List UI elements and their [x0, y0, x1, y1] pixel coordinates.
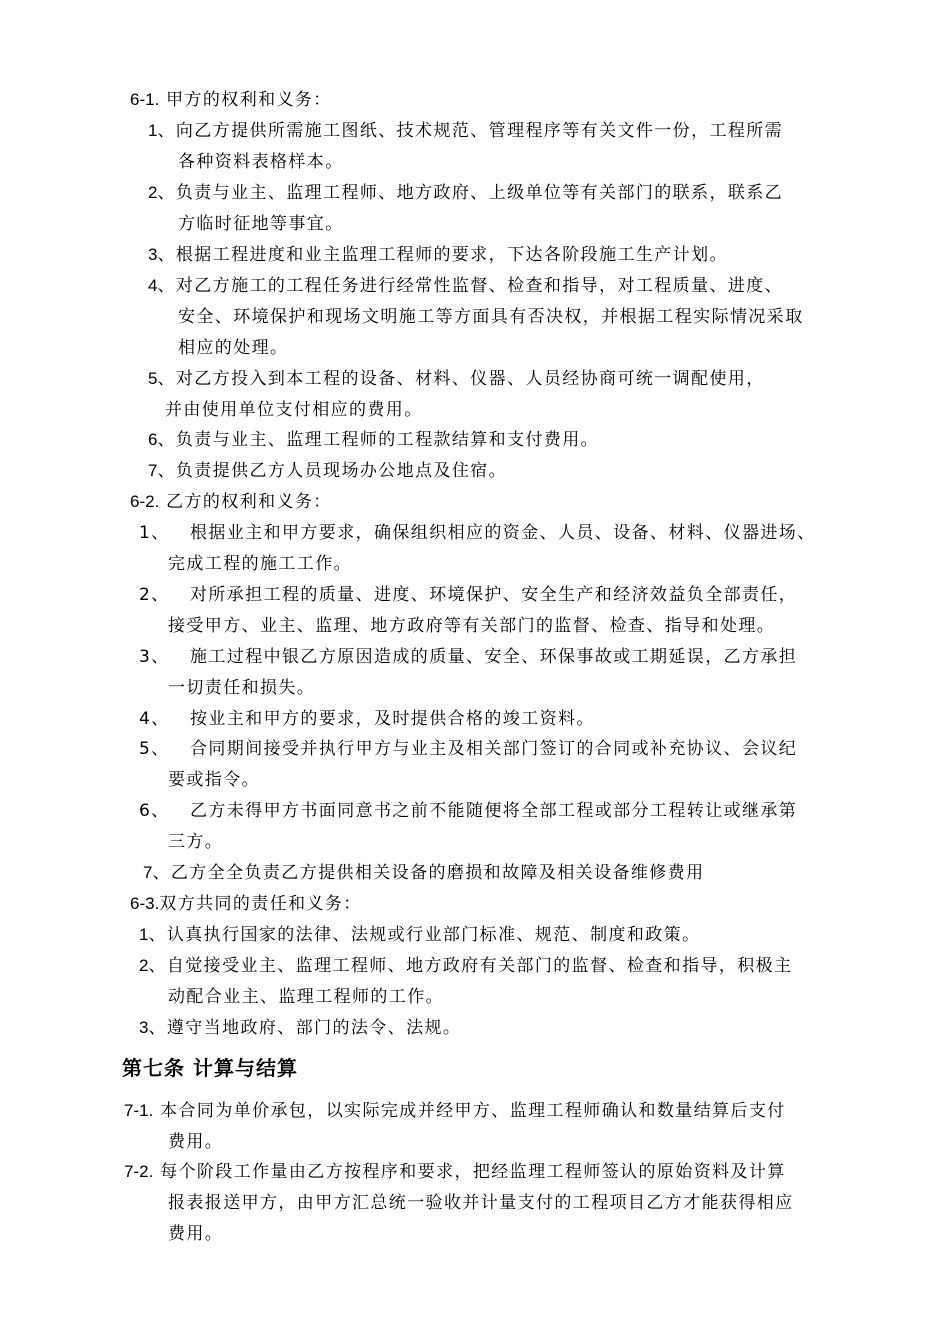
clause-6-2-6: 乙方未得甲方书面同意书之前不能随便将全部工程或部分工程转让或继承第 — [190, 801, 798, 821]
section-number: 6-2. — [130, 492, 160, 511]
clause-6-1-1 — [148, 119, 783, 143]
clause-6-3-1 — [139, 923, 700, 947]
item-number: 7-2. — [124, 1162, 154, 1181]
clause-7-2-cont2: 费用。 — [168, 1224, 224, 1244]
section-6-1-heading — [130, 88, 332, 112]
item-number: 5 — [148, 369, 158, 388]
item-text: 、根据工程进度和业主监理工程师的要求，下达各阶段施工生产计划。 — [157, 245, 728, 265]
clause-6-2-5: 合同期间接受并执行甲方与业主及相关部门签订的合同或补充协议、会议纪 — [190, 739, 798, 759]
clause-6-2-3-cont: 一切责任和损失。 — [168, 678, 316, 698]
clause-6-1-7 — [148, 459, 507, 483]
item-text: 、负责与业主、监理工程师、地方政府、上级单位等有关部门的联系，联系乙 — [157, 183, 784, 203]
clause-6-1-5-cont: 并由使用单位支付相应的费用。 — [165, 400, 423, 420]
clause-6-1-4-cont2: 相应的处理。 — [178, 338, 289, 358]
item-text: 本合同为单价承包，以实际完成并经甲方、监理工程师确认和数量结算后支付 — [160, 1101, 786, 1121]
clause-6-2-5-cont: 要或指令。 — [168, 770, 260, 790]
clause-6-2-1: 根据业主和甲方要求，确保组织相应的资金、人员、设备、材料、仪器进场、 — [190, 523, 816, 543]
clause-6-2-1-number: 1、 — [139, 523, 170, 543]
section-6-3-heading — [130, 892, 362, 916]
clause-6-1-4 — [148, 274, 783, 298]
item-number: 1 — [148, 121, 158, 140]
clause-6-1-1-cont: 各种资料表格样本。 — [178, 152, 344, 172]
section-title: 甲方的权利和义务： — [166, 90, 332, 110]
clause-6-2-4-number: 4、 — [139, 709, 170, 729]
clause-6-2-1-cont: 完成工程的施工工作。 — [168, 554, 352, 574]
clause-6-2-4: 按业主和甲方的要求，及时提供合格的竣工资料。 — [190, 709, 595, 729]
clause-6-1-3 — [148, 243, 728, 267]
section-6-2-heading — [130, 490, 332, 514]
item-number: 3 — [148, 245, 158, 264]
item-text: 、向乙方提供所需施工图纸、技术规范、管理程序等有关文件一份，工程所需 — [157, 121, 784, 141]
section-title: 双方共同的责任和义务： — [159, 894, 362, 914]
clause-6-2-5-number: 5、 — [139, 739, 170, 759]
clause-6-3-2 — [139, 954, 792, 978]
item-text: 每个阶段工作量由乙方按程序和要求，把经监理工程师签认的原始资料及计算 — [160, 1162, 786, 1182]
item-number: 7 — [143, 863, 153, 882]
section-number: 6-3. — [130, 894, 160, 913]
clause-7-1-cont: 费用。 — [168, 1132, 224, 1152]
item-number: 3 — [139, 1018, 149, 1037]
clause-6-2-2-number: 2、 — [139, 585, 170, 605]
item-text: 、负责提供乙方人员现场办公地点及住宿。 — [157, 461, 508, 481]
clause-6-3-3 — [139, 1016, 461, 1040]
clause-6-1-6 — [148, 428, 599, 452]
clause-6-2-3-number: 3、 — [139, 647, 170, 667]
clause-6-1-2-cont: 方临时征地等事宜。 — [178, 214, 344, 234]
item-number: 2 — [148, 183, 158, 202]
clause-6-1-5 — [148, 367, 765, 391]
item-text: 、负责与业主、监理工程师的工程款结算和支付费用。 — [157, 430, 600, 450]
item-number: 2 — [139, 956, 149, 975]
item-text: 、对乙方施工的工程任务进行经常性监督、检查和指导，对工程质量、进度、 — [157, 276, 784, 296]
clause-6-1-4-cont: 安全、环境保护和现场文明施工等方面具有否决权，并根据工程实际情况采取 — [178, 307, 804, 327]
item-number: 7-1. — [124, 1101, 154, 1120]
item-number: 4 — [148, 276, 158, 295]
clause-6-2-6-number: 6、 — [139, 801, 170, 821]
item-number: 7 — [148, 461, 158, 480]
clause-7-1 — [124, 1099, 786, 1123]
article-7-heading: 第七条 计算与结算 — [122, 1056, 298, 1080]
clause-6-3-2-cont: 动配合业主、监理工程师的工作。 — [168, 987, 444, 1007]
item-number: 6 — [148, 430, 158, 449]
clause-6-2-6-cont: 三方。 — [168, 832, 224, 852]
clause-6-2-7 — [143, 861, 704, 885]
section-title: 乙方的权利和义务： — [166, 492, 332, 512]
item-text: 、自觉接受业主、监理工程师、地方政府有关部门的监督、检查和指导，积极主 — [148, 956, 793, 976]
clause-7-2 — [124, 1160, 786, 1184]
clause-7-2-cont: 报表报送甲方，由甲方汇总统一验收并计量支付的工程项目乙方才能获得相应 — [168, 1193, 794, 1213]
item-text: 、遵守当地政府、部门的法令、法规。 — [148, 1018, 462, 1038]
clause-6-2-2: 对所承担工程的质量、进度、环境保护、安全生产和经济效益负全部责任， — [190, 585, 798, 605]
item-number: 1 — [139, 925, 149, 944]
clause-6-2-2-cont: 接受甲方、业主、监理、地方政府等有关部门的监督、检查、指导和处理。 — [168, 616, 776, 636]
clause-6-1-2 — [148, 181, 783, 205]
section-number: 6-1. — [130, 90, 160, 109]
item-text: 、对乙方投入到本工程的设备、材料、仪器、人员经协商可统一调配使用， — [157, 369, 765, 389]
item-text: 、乙方全全负责乙方提供相关设备的磨损和故障及相关设备维修费用 — [152, 863, 705, 883]
clause-6-2-3: 施工过程中银乙方原因造成的质量、安全、环保事故或工期延误，乙方承担 — [190, 647, 798, 667]
item-text: 、认真执行国家的法律、法规或行业部门标准、规范、制度和政策。 — [148, 925, 701, 945]
